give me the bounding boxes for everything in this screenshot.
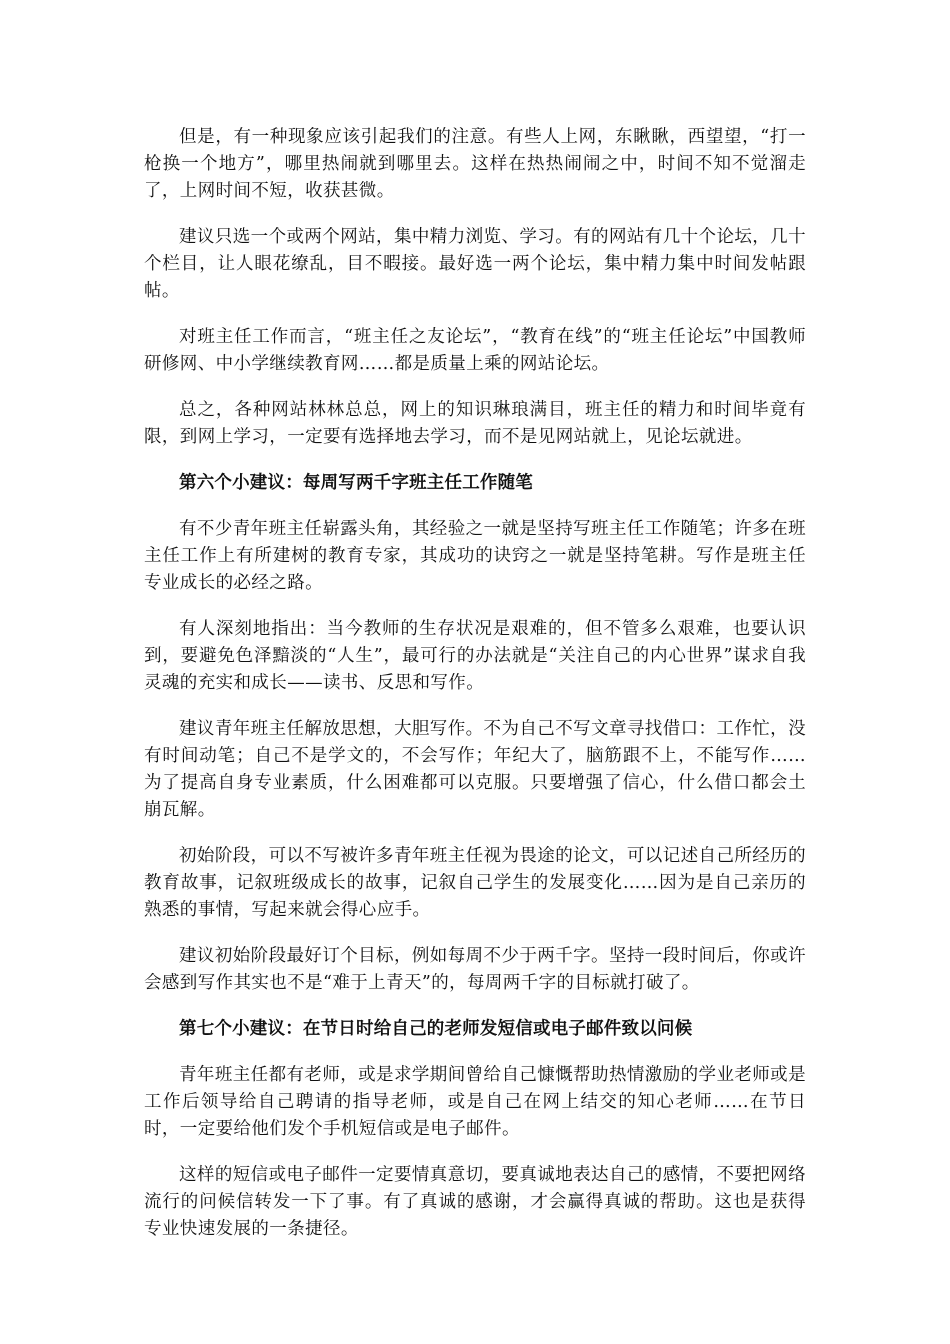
section-heading-7: 第七个小建议：在节日时给自己的老师发短信或电子邮件致以问候 (179, 1019, 693, 1039)
paragraph-10: 青年班主任都有老师，或是求学期间曾给自己慷慨帮助热情激励的学业老师或是工作后领导给自己聘请的指导老师，或是自己在网上结交的知心老师……在节日时，一定要给他们发个手机短信或是电子邮件。 (144, 1065, 806, 1139)
paragraph-1: 但是，有一种现象应该引起我们的注意。有些人上网，东瞅瞅，西望望，“打一枪换一个地方”，哪里热闹就到哪里去。这样在热热闹闹之中，时间不知不觉溜走了，上网时间不短，收获甚微。 (144, 127, 806, 201)
paragraph-4: 总之，各种网站林林总总，网上的知识琳琅满目，班主任的精力和时间毕竟有限，到网上学习，一定要有选择地去学习，而不是见网站就上，见论坛就进。 (144, 400, 806, 447)
paragraph-11: 这样的短信或电子邮件一定要情真意切，要真诚地表达自己的感情，不要把网络流行的问候信转发一下了事。有了真诚的感谢，才会赢得真诚的帮助。这也是获得专业快速发展的一条捷径。 (144, 1165, 806, 1239)
paragraph-8: 初始阶段，可以不写被许多青年班主任视为畏途的论文，可以记述自己所经历的教育故事，记叙班级成长的故事，记叙自己学生的发展变化……因为是自己亲历的熟悉的事情，写起来就会得心应手。 (144, 846, 806, 920)
section-heading-6: 第六个小建议：每周写两千字班主任工作随笔 (179, 473, 533, 493)
paragraph-9: 建议初始阶段最好订个目标，例如每周不少于两千字。坚持一段时间后，你或许会感到写作其实也不是“难于上青天”的，每周两千字的目标就打破了。 (144, 946, 806, 993)
paragraph-5: 有不少青年班主任崭露头角，其经验之一就是坚持写班主任工作随笔；许多在班主任工作上有所建树的教育专家，其成功的诀窍之一就是坚持笔耕。写作是班主任专业成长的必经之路。 (144, 519, 806, 593)
paragraph-3: 对班主任工作而言，“班主任之友论坛”，“教育在线”的“班主任论坛”中国教师研修网、中小学继续教育网……都是质量上乘的网站论坛。 (144, 327, 806, 374)
document-page (144, 124, 806, 1262)
paragraph-7: 建议青年班主任解放思想，大胆写作。不为自己不写文章寻找借口：工作忙，没有时间动笔；自己不是学文的，不会写作；年纪大了，脑筋跟不上，不能写作……为了提高自身专业素质，什么困难都可以克服。只要增强了信心，什么借口都会土崩瓦解。 (144, 719, 806, 820)
paragraph-6: 有人深刻地指出：当今教师的生存状况是艰难的，但不管多么艰难，也要认识到，要避免色泽黯淡的“人生”，最可行的办法就是“关注自己的内心世界”谋求自我灵魂的充实和成长——读书、反思和写作。 (144, 619, 806, 693)
paragraph-2: 建议只选一个或两个网站，集中精力浏览、学习。有的网站有几十个论坛，几十个栏目，让人眼花缭乱，目不暇接。最好选一两个论坛，集中精力集中时间发帖跟帖。 (144, 227, 806, 301)
